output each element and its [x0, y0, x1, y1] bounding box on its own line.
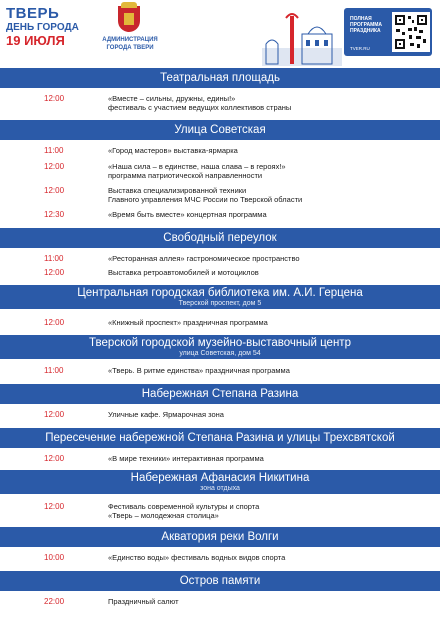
- event-line: «Тверь. В ритме единства» праздничная программа: [108, 366, 290, 375]
- section-header: [0, 228, 440, 248]
- event-line: «Время быть вместе» концертная программа: [108, 210, 267, 219]
- event-description: [108, 94, 428, 112]
- event-line: Фестиваль современной культуры и спорта: [108, 502, 260, 511]
- event-description: [108, 502, 428, 520]
- event-description: [108, 366, 428, 375]
- event-time: 11:00: [44, 254, 64, 263]
- event-time: 12:00: [44, 162, 65, 171]
- event-line: Выставка ретроавтомобилей и мотоциклов: [108, 268, 259, 277]
- event-row: [0, 94, 440, 114]
- event-description: [108, 162, 428, 180]
- event-time: 12:00: [44, 94, 65, 103]
- event-time: 12:00: [44, 318, 65, 327]
- event-description: [108, 254, 428, 263]
- section-header: [0, 384, 440, 404]
- event-description: [108, 454, 428, 463]
- event-line: «Вместе – сильны, дружны, едины!»: [108, 94, 236, 103]
- poster-header: [0, 0, 440, 66]
- section-subtitle: зона отдыха: [200, 485, 240, 492]
- section-title: Театральная площадь: [160, 72, 280, 84]
- section-title: Набережная Афанасия Никитина: [130, 472, 310, 484]
- section-title: Пересечение набережной Степана Разина и улицы Трехсвятской: [45, 432, 395, 444]
- event-line: «Книжный проспект» праздничная программа: [108, 318, 268, 327]
- section-header: [0, 571, 440, 591]
- section-title: Улица Советская: [174, 124, 266, 136]
- event-line: Праздничный салют: [108, 597, 179, 606]
- section-title: Свободный переулок: [163, 232, 277, 244]
- city-skyline-icon: [262, 8, 342, 66]
- event-row: [0, 210, 440, 222]
- city-title: ТВЕРЬ: [6, 5, 60, 22]
- event-row: [0, 553, 440, 565]
- event-description: [108, 318, 428, 327]
- event-time: 12:00: [44, 410, 65, 419]
- section-header: [0, 527, 440, 547]
- holiday-date: 19 ИЮЛЯ: [6, 33, 65, 48]
- event-line: Уличные кафе. Ярмарочная зона: [108, 410, 224, 419]
- qr-url: TVER.RU: [350, 46, 370, 51]
- event-row: [0, 162, 440, 182]
- event-time: 11:00: [44, 366, 64, 375]
- event-row: [0, 410, 440, 422]
- event-time: 22:00: [44, 597, 65, 606]
- event-description: [108, 597, 428, 606]
- event-line: программа патриотической направленности: [108, 171, 263, 180]
- event-time: 12:30: [44, 210, 65, 219]
- event-line: «В мире техники» интерактивная программа: [108, 454, 264, 463]
- administration-label: АДМИНИСТРАЦИЯ ГОРОДА ТВЕРИ: [102, 37, 158, 51]
- event-row: [0, 186, 440, 206]
- event-description: [108, 268, 428, 277]
- section-title: Набережная Степана Разина: [141, 388, 299, 400]
- event-time: 12:00: [44, 186, 65, 195]
- event-line: «Единство воды» фестиваль водных видов спорта: [108, 553, 286, 562]
- event-line: Выставка специализированной техники: [108, 186, 247, 195]
- event-row: [0, 502, 440, 522]
- event-row: [0, 366, 440, 378]
- holiday-name: ДЕНЬ ГОРОДА: [6, 22, 79, 33]
- section-title: Остров памяти: [179, 575, 261, 587]
- event-description: [108, 410, 428, 419]
- qr-code-icon: [392, 12, 430, 52]
- event-description: [108, 146, 428, 155]
- event-time: 10:00: [44, 553, 65, 562]
- program-qr-block[interactable]: [344, 8, 432, 56]
- event-row: [0, 454, 440, 466]
- event-time: 11:00: [44, 146, 64, 155]
- section-subtitle: улица Советская, дом 54: [179, 350, 261, 357]
- section-title: Центральная городская библиотека им. А.И. Герцена: [77, 287, 363, 299]
- event-description: [108, 186, 428, 204]
- event-time: 12:00: [44, 268, 65, 277]
- section-header: [0, 428, 440, 448]
- event-row: [0, 318, 440, 330]
- section-header: [0, 120, 440, 140]
- section-title: Тверской городской музейно-выставочный центр: [89, 337, 351, 349]
- event-row: [0, 146, 440, 158]
- event-description: [108, 210, 428, 219]
- event-line: «Ресторанная аллея» гастрономическое пространство: [108, 254, 300, 263]
- event-line: «Город мастеров» выставка-ярмарка: [108, 146, 238, 155]
- section-subtitle: Тверской проспект, дом 5: [178, 300, 262, 307]
- event-time: 12:00: [44, 454, 65, 463]
- event-line: «Тверь – молодежная столица»: [108, 511, 219, 520]
- coat-of-arms-icon: [118, 6, 140, 32]
- event-line: Главного управления МЧС России по Тверской области: [108, 195, 303, 204]
- event-line: фестиваль с участием ведущих коллективов страны: [108, 103, 292, 112]
- event-line: «Наша сила – в единстве, наша слава – в героях!»: [108, 162, 286, 171]
- section-header: [0, 68, 440, 88]
- section-header: [0, 335, 440, 359]
- section-header: [0, 470, 440, 494]
- event-time: 12:00: [44, 502, 65, 511]
- event-row: [0, 597, 440, 609]
- section-title: Акватория реки Волги: [161, 531, 279, 543]
- event-row: [0, 268, 440, 280]
- event-row: [0, 254, 440, 266]
- qr-caption: ПОЛНАЯ ПРОГРАММА ПРАЗДНИКА: [350, 16, 383, 34]
- event-description: [108, 553, 428, 562]
- section-header: [0, 285, 440, 309]
